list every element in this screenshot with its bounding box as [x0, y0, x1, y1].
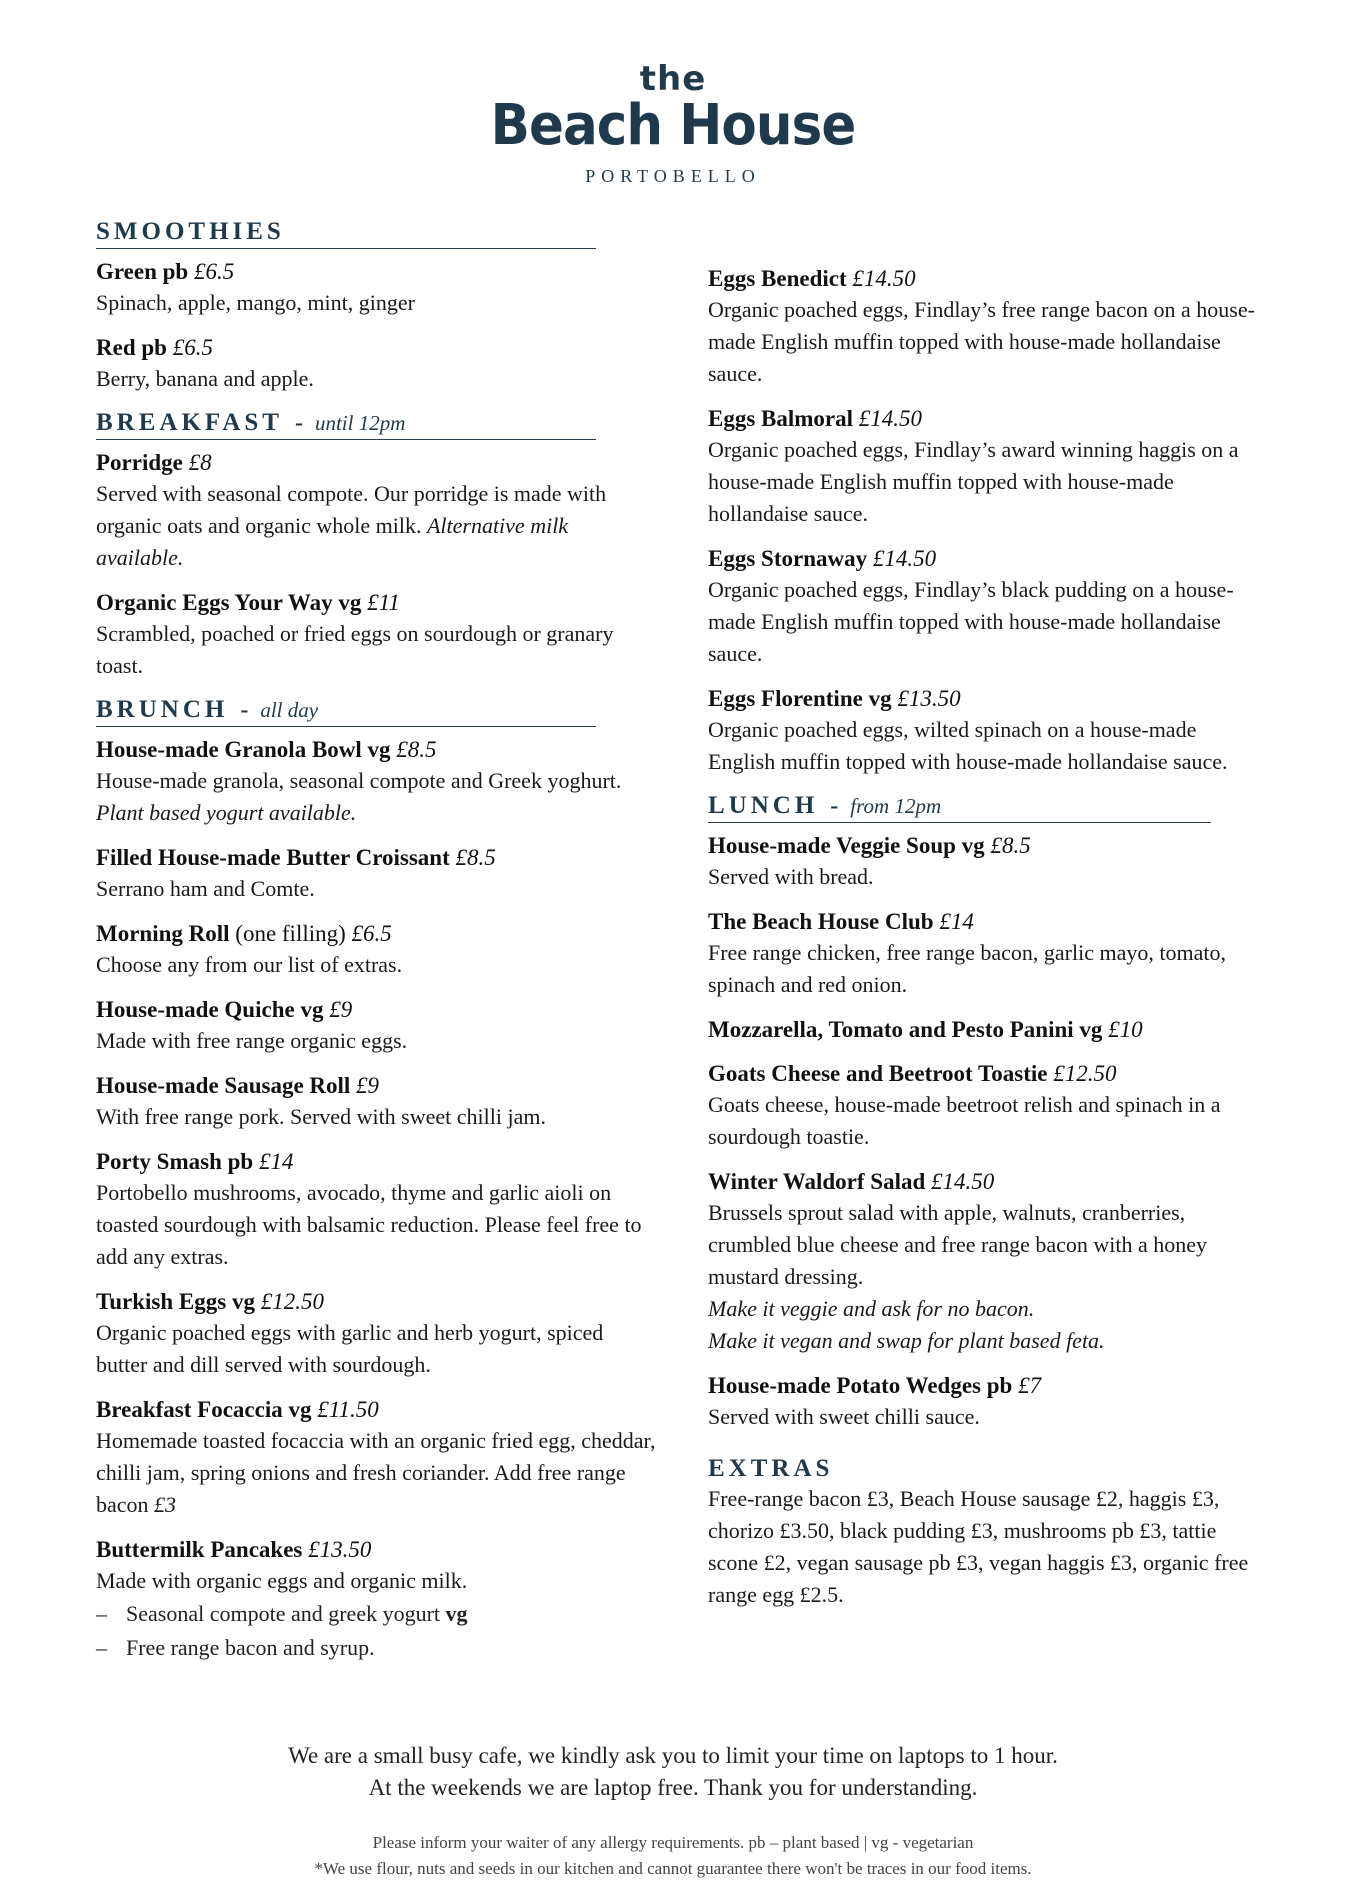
item-description: Served with bread. — [708, 864, 874, 889]
section-header-lunch — [708, 792, 1211, 823]
item-description: Made with organic eggs and organic milk. — [96, 1568, 468, 1593]
item-description — [96, 478, 656, 574]
menu-item — [708, 264, 1268, 390]
item-price: £10 — [1108, 1017, 1143, 1042]
item-name: Green pb — [96, 259, 189, 284]
item-price: £6.5 — [172, 335, 213, 360]
item-name: Buttermilk Pancakes — [96, 1537, 303, 1562]
item-description: Organic poached eggs, Findlay’s black pudding on a house-made English muffin topped with house-made hollandaise sauce. — [708, 577, 1234, 666]
item-price: £8.5 — [455, 845, 496, 870]
section-dash: - — [294, 410, 303, 436]
menu-item — [96, 333, 656, 395]
logo-the: the — [639, 59, 707, 99]
item-price: £8.5 — [396, 737, 437, 762]
item-description-price: £3 — [154, 1492, 177, 1517]
menu-item — [96, 588, 656, 682]
item-description-text: Served with seasonal compote. Our porridge is made with organic oats and organic whole milk. — [96, 481, 607, 538]
item-name: House-made Granola Bowl vg — [96, 737, 391, 762]
item-description: Choose any from our list of extras. — [96, 952, 403, 977]
menu-item — [96, 843, 656, 905]
option-text: Free range bacon and syrup. — [126, 1635, 375, 1660]
option-dash: – — [96, 1601, 107, 1626]
menu-item — [708, 1371, 1268, 1433]
item-name: Porridge — [96, 450, 183, 475]
item-name: Porty Smash pb — [96, 1149, 254, 1174]
item-name: House-made Veggie Soup vg — [708, 833, 985, 858]
item-price: £11.50 — [317, 1397, 379, 1422]
item-price: £8.5 — [990, 833, 1031, 858]
item-description-italic: Alternative milk available. — [96, 513, 569, 570]
item-name: Eggs Benedict — [708, 266, 847, 291]
item-name: Mozzarella, Tomato and Pesto Panini vg — [708, 1017, 1103, 1042]
item-description-italic: Make it veggie and ask for no bacon. — [708, 1296, 1035, 1321]
item-description: Organic poached eggs, Findlay’s award winning haggis on a house-made English muffin topped with house-made hollandaise sauce. — [708, 437, 1239, 526]
menu-item — [96, 1071, 656, 1133]
option-tag: vg — [445, 1601, 468, 1626]
item-name: House-made Quiche vg — [96, 997, 324, 1022]
pancake-option — [96, 1597, 656, 1631]
option-text: Seasonal compote and greek yogurt — [126, 1601, 441, 1626]
notice-line: At the weekends we are laptop free. Thank you for understanding. — [368, 1775, 978, 1800]
menu-item — [96, 735, 656, 829]
item-price: £14.50 — [931, 1169, 995, 1194]
item-price: £11 — [367, 590, 400, 615]
menu-item — [96, 995, 656, 1057]
section-title: EXTRAS — [708, 1455, 834, 1482]
allergy-notice — [0, 1830, 1346, 1882]
menu-item — [708, 404, 1268, 530]
menu-item — [708, 907, 1268, 1001]
item-price: £14.50 — [852, 266, 916, 291]
item-note: (one filling) — [235, 921, 346, 946]
item-name: House-made Potato Wedges pb — [708, 1373, 1013, 1398]
allergy-line: *We use flour, nuts and seeds in our kitchen and cannot guarantee there won't be traces in our food items. — [314, 1859, 1032, 1878]
item-description: With free range pork. Served with sweet chilli jam. — [96, 1104, 546, 1129]
item-name: Turkish Eggs vg — [96, 1289, 255, 1314]
item-name: Goats Cheese and Beetroot Toastie — [708, 1061, 1048, 1086]
item-name: Eggs Florentine vg — [708, 686, 892, 711]
item-description — [96, 765, 656, 829]
item-name: Red pb — [96, 335, 167, 360]
item-name: Breakfast Focaccia vg — [96, 1397, 312, 1422]
item-name: Eggs Stornaway — [708, 546, 868, 571]
item-description: Scrambled, poached or fried eggs on sourdough or granary toast. — [96, 621, 614, 678]
item-description: Organic poached eggs with garlic and herb yogurt, spiced butter and dill served with sourdough. — [96, 1320, 604, 1377]
section-header-smoothies — [96, 218, 596, 249]
menu-item — [96, 1287, 656, 1381]
right-column — [708, 264, 1268, 1625]
option-dash: – — [96, 1635, 107, 1660]
left-column — [96, 218, 656, 1679]
item-price: £13.50 — [308, 1537, 372, 1562]
menu-item — [96, 1535, 656, 1665]
item-price: £14.50 — [858, 406, 923, 431]
item-price: £14.50 — [872, 546, 937, 571]
menu-item — [708, 1015, 1268, 1045]
item-price: £14 — [258, 1149, 294, 1174]
pancake-option — [96, 1631, 656, 1665]
logo-name: Beach House — [490, 93, 856, 158]
section-subtitle: from 12pm — [850, 794, 942, 818]
item-description: Served with sweet chilli sauce. — [708, 1404, 980, 1429]
item-description: Goats cheese, house-made beetroot relish and spinach in a sourdough toastie. — [708, 1092, 1221, 1149]
menu-item — [708, 1059, 1268, 1153]
logo — [0, 59, 1346, 187]
item-description-italic: Plant based yogurt available. — [96, 800, 357, 825]
item-description-italic: Make it vegan and swap for plant based feta. — [708, 1328, 1105, 1353]
menu-item — [96, 448, 656, 574]
item-name: House-made Sausage Roll — [96, 1073, 351, 1098]
option-text-wrap — [126, 1597, 468, 1631]
section-title: SMOOTHIES — [96, 218, 285, 245]
item-description: Brussels sprout salad with apple, walnuts, cranberries, crumbled blue cheese and free range bacon with a honey mustard dressing. — [708, 1200, 1208, 1289]
item-description: Berry, banana and apple. — [96, 366, 314, 391]
item-name: Eggs Balmoral — [708, 406, 854, 431]
section-title: LUNCH — [708, 792, 819, 819]
item-name: Organic Eggs Your Way vg — [96, 590, 362, 615]
menu-item — [708, 1167, 1268, 1357]
section-header-brunch — [96, 696, 596, 727]
menu-item — [96, 257, 656, 319]
item-description: Serrano ham and Comte. — [96, 876, 315, 901]
section-subtitle: all day — [260, 698, 319, 722]
item-name: Filled House-made Butter Croissant — [96, 845, 450, 870]
menu-item — [96, 919, 656, 981]
item-name: Winter Waldorf Salad — [708, 1169, 926, 1194]
item-description: Organic poached eggs, Findlay’s free range bacon on a house-made English muffin topped with house-made hollandaise sauce. — [708, 297, 1255, 386]
item-price: £14 — [939, 909, 974, 934]
item-description-text: Homemade toasted focaccia with an organic fried egg, cheddar, chilli jam, spring onions and fresh coriander. Add free range bacon — [96, 1428, 656, 1517]
item-description-text: House-made granola, seasonal compote and Greek yoghurt. — [96, 768, 622, 793]
item-description: Made with free range organic eggs. — [96, 1028, 408, 1053]
section-title: BRUNCH — [96, 696, 229, 723]
item-price: £7 — [1018, 1373, 1042, 1398]
logo-location: PORTOBELLO — [585, 166, 761, 186]
item-price: £12.50 — [260, 1289, 324, 1314]
allergy-line: Please inform your waiter of any allergy requirements. pb – plant based | vg - vegetarian — [372, 1833, 974, 1852]
item-name: The Beach House Club — [708, 909, 934, 934]
section-header-breakfast — [96, 409, 596, 440]
item-price: £6.5 — [193, 259, 235, 284]
item-description — [96, 1425, 656, 1521]
menu-item — [96, 1395, 656, 1521]
item-price: £8 — [188, 450, 212, 475]
item-price: £9 — [329, 997, 353, 1022]
laptop-notice — [0, 1740, 1346, 1804]
item-name: Morning Roll — [96, 921, 230, 946]
item-description: Portobello mushrooms, avocado, thyme and garlic aioli on toasted sourdough with balsamic reduction. Please feel free to add any extras. — [96, 1180, 642, 1269]
extras-list: Free-range bacon £3, Beach House sausage £2, haggis £3, chorizo £3.50, black pudding £3, mushrooms pb £3, tattie scone £2, vegan sausage pb £3, vegan haggis £3, organic free range egg £2.5. — [708, 1486, 1249, 1607]
extras-section — [708, 1455, 1268, 1611]
section-dash: - — [830, 793, 839, 819]
item-price: £12.50 — [1053, 1061, 1117, 1086]
menu-item — [708, 544, 1268, 670]
item-price: £13.50 — [897, 686, 961, 711]
section-subtitle: until 12pm — [314, 411, 406, 435]
section-title: BREAKFAST — [96, 409, 283, 436]
item-price: £6.5 — [351, 921, 392, 946]
menu-item — [708, 831, 1268, 893]
item-description: Spinach, apple, mango, mint, ginger — [96, 290, 415, 315]
item-price: £9 — [356, 1073, 380, 1098]
menu-item — [708, 684, 1268, 778]
section-dash: - — [240, 697, 249, 723]
notice-line: We are a small busy cafe, we kindly ask you to limit your time on laptops to 1 hour. — [288, 1743, 1058, 1768]
item-description: Free range chicken, free range bacon, garlic mayo, tomato, spinach and red onion. — [708, 940, 1226, 997]
item-description: Organic poached eggs, wilted spinach on a house-made English muffin topped with house-made hollandaise sauce. — [708, 717, 1228, 774]
menu-item — [96, 1147, 656, 1273]
